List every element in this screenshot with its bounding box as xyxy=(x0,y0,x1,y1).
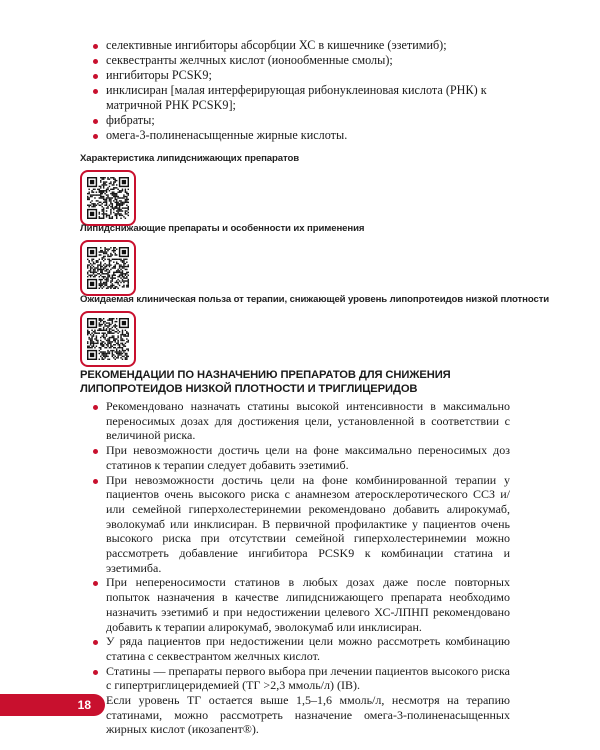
list-item: При непереносимости статинов в любых дозах даже после повторных попыток назначения в качестве липидснижающего препарата необходимо назначить эзетимиб и при недостижении целевого ХС-ЛПНП рекомендовано добавить к терапии алирокумаб, эволокумаб или инклисиран. xyxy=(92,575,510,634)
qr-title: Ожидаемая клиническая польза от терапии, снижающей уровень липопротеидов низкой плотности xyxy=(80,294,550,305)
list-item: селективные ингибиторы абсорбции ХС в кишечнике (эзетимиб); xyxy=(92,38,512,53)
page-number-tab xyxy=(0,694,105,716)
list-item: Если уровень ТГ остается выше 1,5–1,6 ммоль/л, несмотря на терапию статинами, можно рассмотреть назначение омега-3-полиненасыщенных жирных кислот (икозапент®). xyxy=(92,693,510,737)
recommendations-list xyxy=(92,399,510,737)
section-heading: РЕКОМЕНДАЦИИ ПО НАЗНАЧЕНИЮ ПРЕПАРАТОВ ДЛЯ СНИЖЕНИЯ ЛИПОПРОТЕИДОВ НИЗКОЙ ПЛОТНОСТИ И ТРИГЛИЦЕРИДОВ xyxy=(80,369,451,395)
qr-title: Характеристика липидснижающих препаратов xyxy=(80,153,300,164)
qr-block-drug-features xyxy=(80,223,364,296)
list-item: При невозможности достичь цели на фоне максимально переносимых доз статинов к терапии следует добавить эзетимиб. xyxy=(92,443,510,472)
list-item: инклисиран [малая интерферирующая рибонуклеиновая кислота (РНК) к матричной РНК PCSK9]; xyxy=(92,83,512,113)
list-item: У ряда пациентов при недостижении цели можно рассмотреть комбинацию статина с секвестрантом желчных кислот. xyxy=(92,634,510,663)
intro-bullet-list xyxy=(92,38,512,143)
list-item: ингибиторы PCSK9; xyxy=(92,68,512,83)
list-item: фибраты; xyxy=(92,113,512,128)
qr-code-icon[interactable] xyxy=(80,170,136,226)
list-item: омега-3-полиненасыщенные жирные кислоты. xyxy=(92,128,512,143)
list-item: Статины — препараты первого выбора при лечении пациентов высокого риска с гипертриглицеридемией (ТГ >2,3 ммоль/л) (IB). xyxy=(92,664,510,693)
qr-code-icon[interactable] xyxy=(80,311,136,367)
qr-block-clinical-benefit xyxy=(80,294,549,367)
list-item: секвестранты желчных кислот (ионообменные смолы); xyxy=(92,53,512,68)
qr-title: Липидснижающие препараты и особенности их применения xyxy=(80,223,365,234)
list-item: При невозможности достичь цели на фоне комбинированной терапии у пациентов очень высокого риска с анамнезом атеросклеротического ССЗ и/или семейной гиперхолестеринемии рекомендовано добавить алирокумаб, эволокумаб или инклисиран. В первичной профилактике у пациентов очень высокого риска при отсутствии семейной гиперхолестеринемии можно рассмотреть добавление ингибитора PCSK9 к комбинации статина и эзетимиба. xyxy=(92,473,510,576)
qr-block-lipid-drugs xyxy=(80,153,299,226)
qr-code-icon[interactable] xyxy=(80,240,136,296)
list-item: Рекомендовано назначать статины высокой интенсивности в максимально переносимых дозах для достижения цели, установленной в соответствии с величиной риска. xyxy=(92,399,510,443)
page-number: 18 xyxy=(77,698,91,712)
